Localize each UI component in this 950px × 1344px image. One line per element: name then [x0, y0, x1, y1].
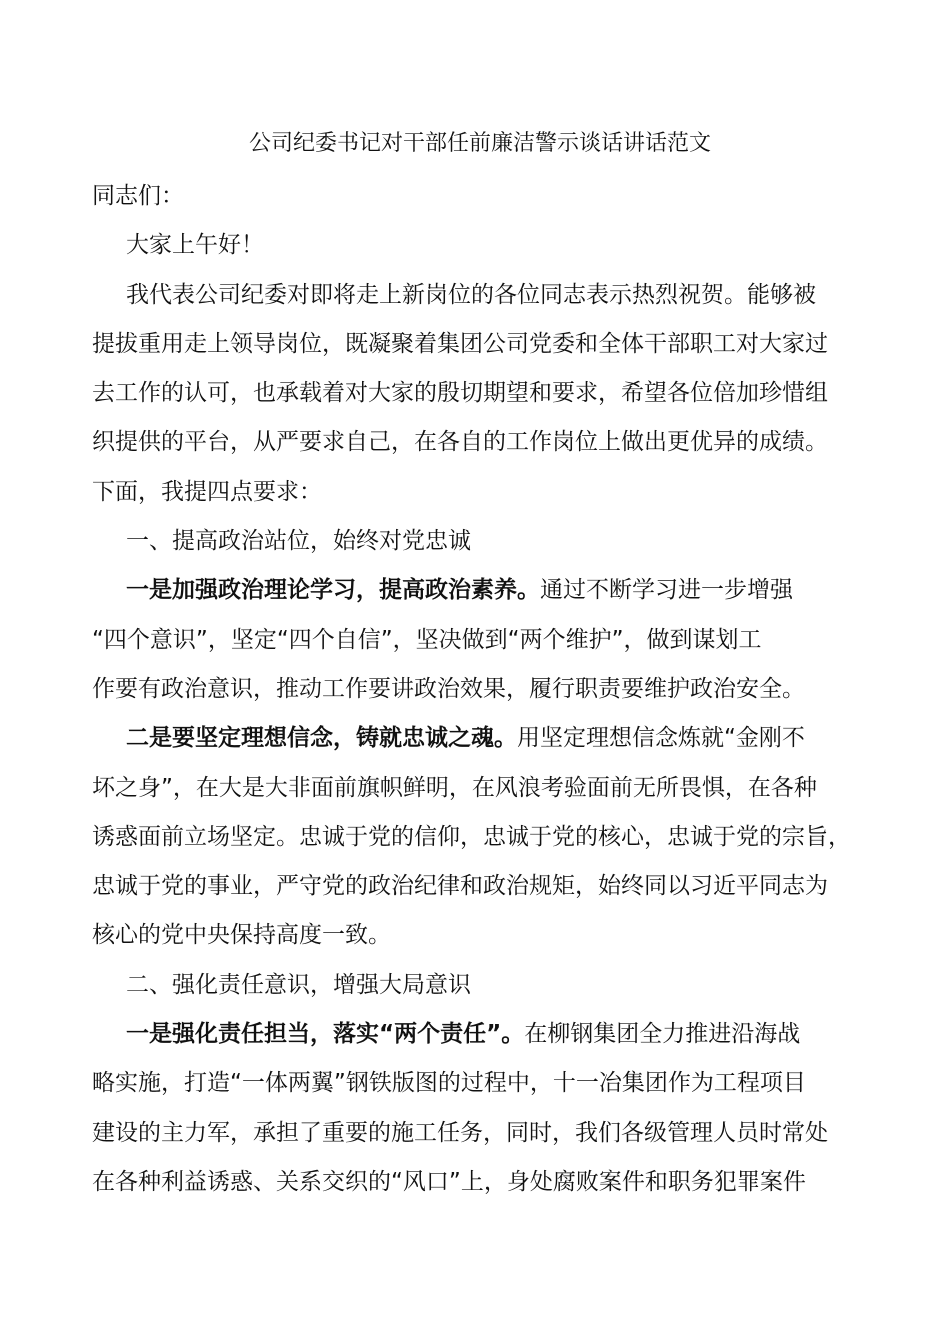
paragraph-line: 诱惑面前立场坚定。忠诚于党的信仰，忠诚于党的核心，忠诚于党的宗旨，	[92, 823, 851, 850]
paragraph-line: “四个意识”，坚定“四个自信”，坚决做到“两个维护”，做到谋划工	[92, 626, 762, 653]
point-lead: 一是强化责任担当，落实“两个责任”。	[126, 1021, 525, 1048]
section2-point1	[92, 1010, 864, 1207]
point-text: 通过不断学习进一步增强	[540, 577, 793, 604]
paragraph-line: 略实施，打造“一体两翼”钢铁版图的过程中，十一冶集团作为工程项目	[92, 1070, 806, 1097]
paragraph-line: 下面，我提四点要求：	[92, 478, 322, 505]
paragraph-line	[92, 714, 864, 763]
section1-point2	[92, 714, 864, 960]
paragraph-line: 坏之身”，在大是大非面前旗帜鲜明，在风浪考验面前无所畏惧，在各种	[92, 774, 817, 801]
paragraph-line: 去工作的认可，也承载着对大家的殷切期望和要求，希望各位倍加珍惜组	[92, 380, 828, 407]
point-lead: 二是要坚定理想信念，铸就忠诚之魂。	[126, 725, 517, 752]
greeting: 大家上午好！	[126, 232, 264, 259]
section-heading-2: 二、强化责任意识，增强大局意识	[126, 971, 471, 998]
paragraph-line: 织提供的平台，从严要求自己，在各自的工作岗位上做出更优异的成绩。	[92, 429, 828, 456]
section-heading-1: 一、提高政治站位，始终对党忠诚	[126, 528, 471, 555]
document-title: 公司纪委书记对干部任前廉洁警示谈话讲话范文	[248, 131, 711, 156]
point-text: 在柳钢集团全力推进沿海战	[524, 1021, 801, 1048]
paragraph-line	[92, 566, 864, 615]
paragraph-intro	[92, 271, 864, 517]
section1-point1	[92, 566, 864, 714]
paragraph-line	[92, 1010, 864, 1059]
paragraph-line: 提拔重用走上领导岗位，既凝聚着集团公司党委和全体干部职工对大家过	[92, 330, 828, 357]
point-text: 用坚定理想信念炼就“金刚不	[517, 725, 805, 752]
paragraph-line: 建设的主力军，承担了重要的施工任务，同时，我们各级管理人员时常处	[92, 1119, 828, 1146]
paragraph-line: 忠诚于党的事业，严守党的政治纪律和政治规矩，始终同以习近平同志为	[92, 873, 828, 900]
salutation: 同志们：	[92, 183, 184, 209]
point-lead: 一是加强政治理论学习，提高政治素养。	[126, 577, 540, 604]
paragraph-line: 我代表公司纪委对即将走上新岗位的各位同志表示热烈祝贺。能够被	[126, 281, 816, 308]
paragraph-line: 在各种利益诱惑、关系交织的“风口”上，身处腐败案件和职务犯罪案件	[92, 1168, 806, 1195]
paragraph-line: 作要有政治意识，推动工作要讲政治效果，履行职责要维护政治安全。	[92, 675, 805, 702]
paragraph-line: 核心的党中央保持高度一致。	[92, 922, 391, 949]
